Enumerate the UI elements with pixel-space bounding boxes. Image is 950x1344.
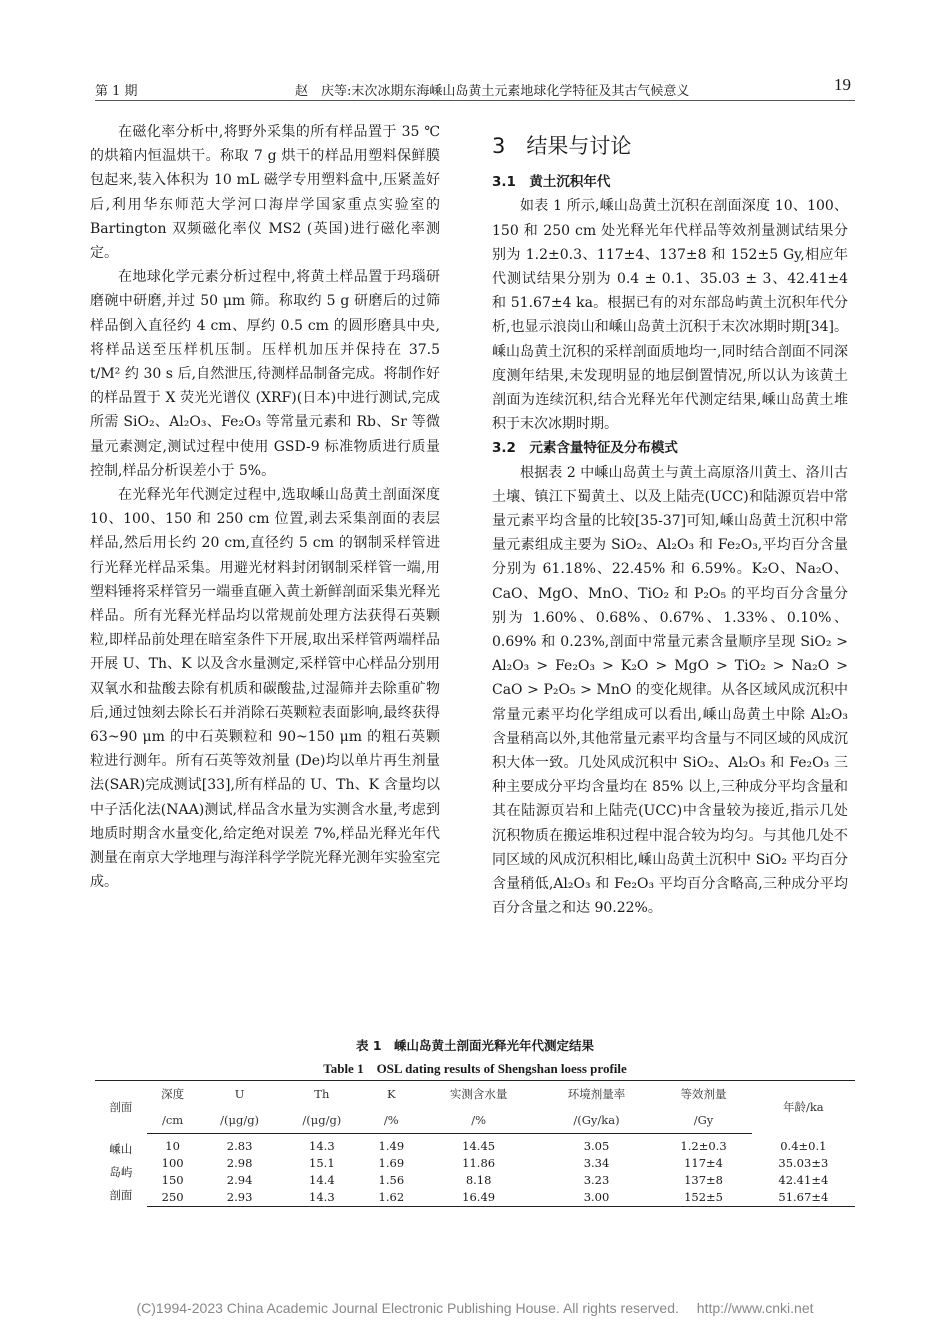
cell: 14.3 bbox=[281, 1189, 363, 1207]
cell: 3.00 bbox=[538, 1189, 656, 1207]
cell: 2.83 bbox=[226, 1139, 253, 1153]
table-header-row bbox=[95, 1081, 855, 1108]
header-dose-rate: 环境剂量率 bbox=[538, 1081, 656, 1108]
cell: 1.2±0.3 bbox=[680, 1139, 727, 1153]
paragraph-geochemistry: 在地球化学元素分析过程中,将黄土样品置于玛瑙研磨碗中研磨,并过 50 μm 筛。称取约 5 g 研磨后的过筛样品倒入直径约 4 cm、厚约 0.5 cm 的圆形磨具中央,将样品送至压样机压制。压样机加压并保持在 37.5 t/M² 约 30 s 后,自然泄压,待测样品制备完成。将制作好的样品置于 X 荧光光谱仪 (XRF)(日本)中进行测试,完成所需 SiO₂、Al₂O₃、Fe₂O₃ 等常量元素和 Rb、Sr 等微量元素测定,测试过程中使用 GSD-9 标准物质进行质量控制,样品分析误差小于 5%。 bbox=[90, 269, 440, 479]
cell: 16.49 bbox=[420, 1189, 538, 1207]
paragraph-osl: 在光释光年代测定过程中,选取嵊山岛黄土剖面深度 10、100、150 和 250 cm 位置,剥去采集剖面的表层样品,然后用长约 20 cm,直径约 5 cm 的钢制采样管进行光释光样品采集。用避光材料封闭钢制采样管一端,用塑料锤将采样管另一端垂直砸入黄土新鲜剖面采集光释光样品。所有光释光样品均以常规前处理方法获得石英颗粒,即样品前处理在暗室条件下开展,取出采样管两端样品开展 U、Th、K 以及含水量测定,采样管中心样品分别用双氧水和盐酸去除有机质和碳酸盐,过湿筛并去除重矿物后,通过蚀刻去除长石并消除石英颗粒表面影响,最终获得 63~90 μm 的中石英颗粒和 90~150 μm 的粗石英颗粒进行测年。所有石英等效剂量 (De)均以单片再生剂量法(SAR)完成测试[33],所有样品的 U、Th、K 含量均以中子活化法(NAA)测试,样品含水量为实测含水量,考虑到地质时期含水量变化,给定绝对误差 7%,样品光释光年代测量在南京大学地理与海洋科学学院光释光测年实验室完成。 bbox=[90, 487, 440, 891]
cell: 1.56 bbox=[378, 1173, 405, 1187]
cell: 1.62 bbox=[363, 1189, 420, 1207]
cell: 152±5 bbox=[655, 1189, 751, 1207]
site-line: 嵊山 bbox=[109, 1141, 133, 1156]
cell: 1.69 bbox=[378, 1156, 405, 1170]
unit-dose-rate: /(Gy/ka) bbox=[538, 1107, 656, 1134]
paragraph-age: 如表 1 所示,嵊山岛黄土沉积在剖面深度 10、100、150 和 250 cm 处光释光年代样品等效剂量测试结果分别为 1.2±0.3、117±4、137±8 和 152±5 Gy,相应年代测试结果分别为 0.4 ± 0.1、35.03 ± 3、42.41±4 和 51.67±4 ka。根据已有的对东部岛屿黄土沉积年代分析,也显示浪岗山和嵊山岛黄土沉积于末次冰期时期[34]。嵊山岛黄土沉积的采样剖面质地均一,同时结合剖面不同深度测年结果,未发现明显的地层倒置情况,所以认为该黄土剖面为连续沉积,结合光释光年代测定结果,嵊山岛黄土堆积于末次冰期时期。 bbox=[492, 198, 848, 433]
cell: 2.94 bbox=[226, 1173, 253, 1187]
cell: 3.34 bbox=[583, 1156, 610, 1170]
cell: 1.49 bbox=[378, 1139, 405, 1153]
table-row bbox=[95, 1189, 855, 1207]
cell: 137±8 bbox=[684, 1173, 723, 1187]
site-line: 岛屿 bbox=[109, 1164, 133, 1179]
cell: 51.67±4 bbox=[752, 1189, 855, 1207]
table-title-cn: 表 1 嵊山岛黄土剖面光释光年代测定结果 bbox=[355, 1038, 595, 1053]
site-line: 剖面 bbox=[109, 1187, 133, 1202]
cell: 3.23 bbox=[583, 1173, 610, 1187]
header-u: U bbox=[198, 1081, 280, 1108]
cell: 42.41±4 bbox=[778, 1173, 829, 1187]
table-row bbox=[95, 1134, 855, 1156]
cell: 8.18 bbox=[465, 1173, 492, 1187]
table-unit-row bbox=[95, 1107, 855, 1134]
cell: 150 bbox=[161, 1173, 184, 1187]
unit-water: /% bbox=[420, 1107, 538, 1134]
section-title: 3 结果与讨论 bbox=[492, 134, 632, 158]
unit-depth: /cm bbox=[147, 1107, 199, 1134]
header-th: Th bbox=[281, 1081, 363, 1108]
cell: 14.3 bbox=[309, 1139, 335, 1153]
cell: 14.4 bbox=[309, 1173, 335, 1187]
osl-table bbox=[95, 1080, 855, 1207]
cell: 3.05 bbox=[583, 1139, 610, 1153]
cell: 100 bbox=[161, 1156, 184, 1170]
table-row bbox=[95, 1155, 855, 1172]
header-age: 年龄/ka bbox=[752, 1081, 855, 1134]
header-water: 实测含水量 bbox=[420, 1081, 538, 1108]
table-row bbox=[95, 1172, 855, 1189]
header-de: 等效剂量 bbox=[655, 1081, 751, 1108]
table-title-en: Table 1 OSL dating results of Shengshan loess profile bbox=[323, 1061, 627, 1076]
paragraph-susceptibility: 在磁化率分析中,将野外采集的所有样品置于 35 ℃的烘箱内恒温烘干。称取 7 g 烘干的样品用塑料保鲜膜包起来,装入体积为 10 mL 磁学专用塑料盒中,压紧盖好后,利用华东师范大学河口海岸学国家重点实验室的 Bartington 双频磁化率仪 MS2 (英国)进行磁化率测定。 bbox=[90, 124, 440, 262]
cell: 2.93 bbox=[198, 1189, 280, 1207]
paragraph-elements: 根据表 2 中嵊山岛黄土与黄土高原洛川黄土、洛川古土壤、镇江下蜀黄土、以及上陆壳(UCC)和陆源页岩中常量元素平均含量的比较[35-37]可知,嵊山岛黄土沉积中常量元素组成主要为 SiO₂、Al₂O₃ 和 Fe₂O₃,平均百分含量分别为 61.18%、22.45% 和 6.59%。K₂O、Na₂O、CaO、MgO、MnO、TiO₂ 和 P₂O₅ 的平均百分含量分别为 1.60%、0.68%、0.67%、1.33%、0.10%、0.69% 和 0.23%,剖面中常量元素含量顺序呈现 SiO₂ > Al₂O₃ > Fe₂O₃ > K₂O > MgO > TiO₂ > Na₂O > CaO > P₂O₅ > MnO 的变化规律。从各区域风成沉积中常量元素平均化学组成可以看出,嵊山岛黄土中除 Al₂O₃ 含量稍高以外,其他常量元素平均含量与不同区域的风成沉积大体一致。几处风成沉积中 SiO₂、Al₂O₃ 和 Fe₂O₃ 三种主要成分平均含量均在 85% 以上,三种成分平均含量和其在陆源页岩和上陆壳(UCC)中含量较为接近,指示几处沉积物质在搬运堆积过程中混合较为均匀。与其他几处不同区域的风成沉积相比,嵊山岛黄土沉积中 SiO₂ 平均百分含量稍低,Al₂O₃ 和 Fe₂O₃ 平均百分含略高,三种成分平均百分含量之和达 90.22%。 bbox=[492, 464, 848, 917]
subsection-title-3-1: 3.1 黄土沉积年代 bbox=[492, 174, 611, 191]
cell: 2.98 bbox=[226, 1156, 253, 1170]
page-number: 19 bbox=[834, 75, 851, 94]
cell: 35.03±3 bbox=[778, 1156, 829, 1170]
running-header bbox=[95, 75, 855, 101]
cell: 15.1 bbox=[309, 1156, 335, 1170]
unit-de: /Gy bbox=[655, 1107, 751, 1134]
unit-u: /(μg/g) bbox=[198, 1107, 280, 1134]
cell: 14.45 bbox=[462, 1139, 496, 1153]
cell: 250 bbox=[147, 1189, 199, 1207]
header-profile: 剖面 bbox=[95, 1081, 147, 1134]
site-cell bbox=[95, 1134, 147, 1207]
cell: 117±4 bbox=[684, 1156, 723, 1170]
cell: 0.4±0.1 bbox=[780, 1138, 827, 1153]
unit-k: /% bbox=[363, 1107, 420, 1134]
header-depth: 深度 bbox=[147, 1081, 199, 1108]
running-title: 赵 庆等:末次冰期东海嵊山岛黄土元素地球化学特征及其古气候意义 bbox=[295, 84, 690, 99]
cell: 10 bbox=[165, 1139, 180, 1153]
header-k: K bbox=[363, 1081, 420, 1108]
subsection-title-3-2: 3.2 元素含量特征及分布模式 bbox=[492, 440, 678, 457]
left-column bbox=[90, 120, 440, 895]
unit-th: /(μg/g) bbox=[281, 1107, 363, 1134]
issue-label: 第 1 期 bbox=[95, 84, 138, 99]
copyright-footer: (C)1994-2023 China Academic Journal Electronic Publishing House. All rights reserved. http://www.cnki.net bbox=[136, 1300, 814, 1316]
right-column bbox=[492, 134, 848, 921]
cell: 11.86 bbox=[462, 1156, 496, 1170]
